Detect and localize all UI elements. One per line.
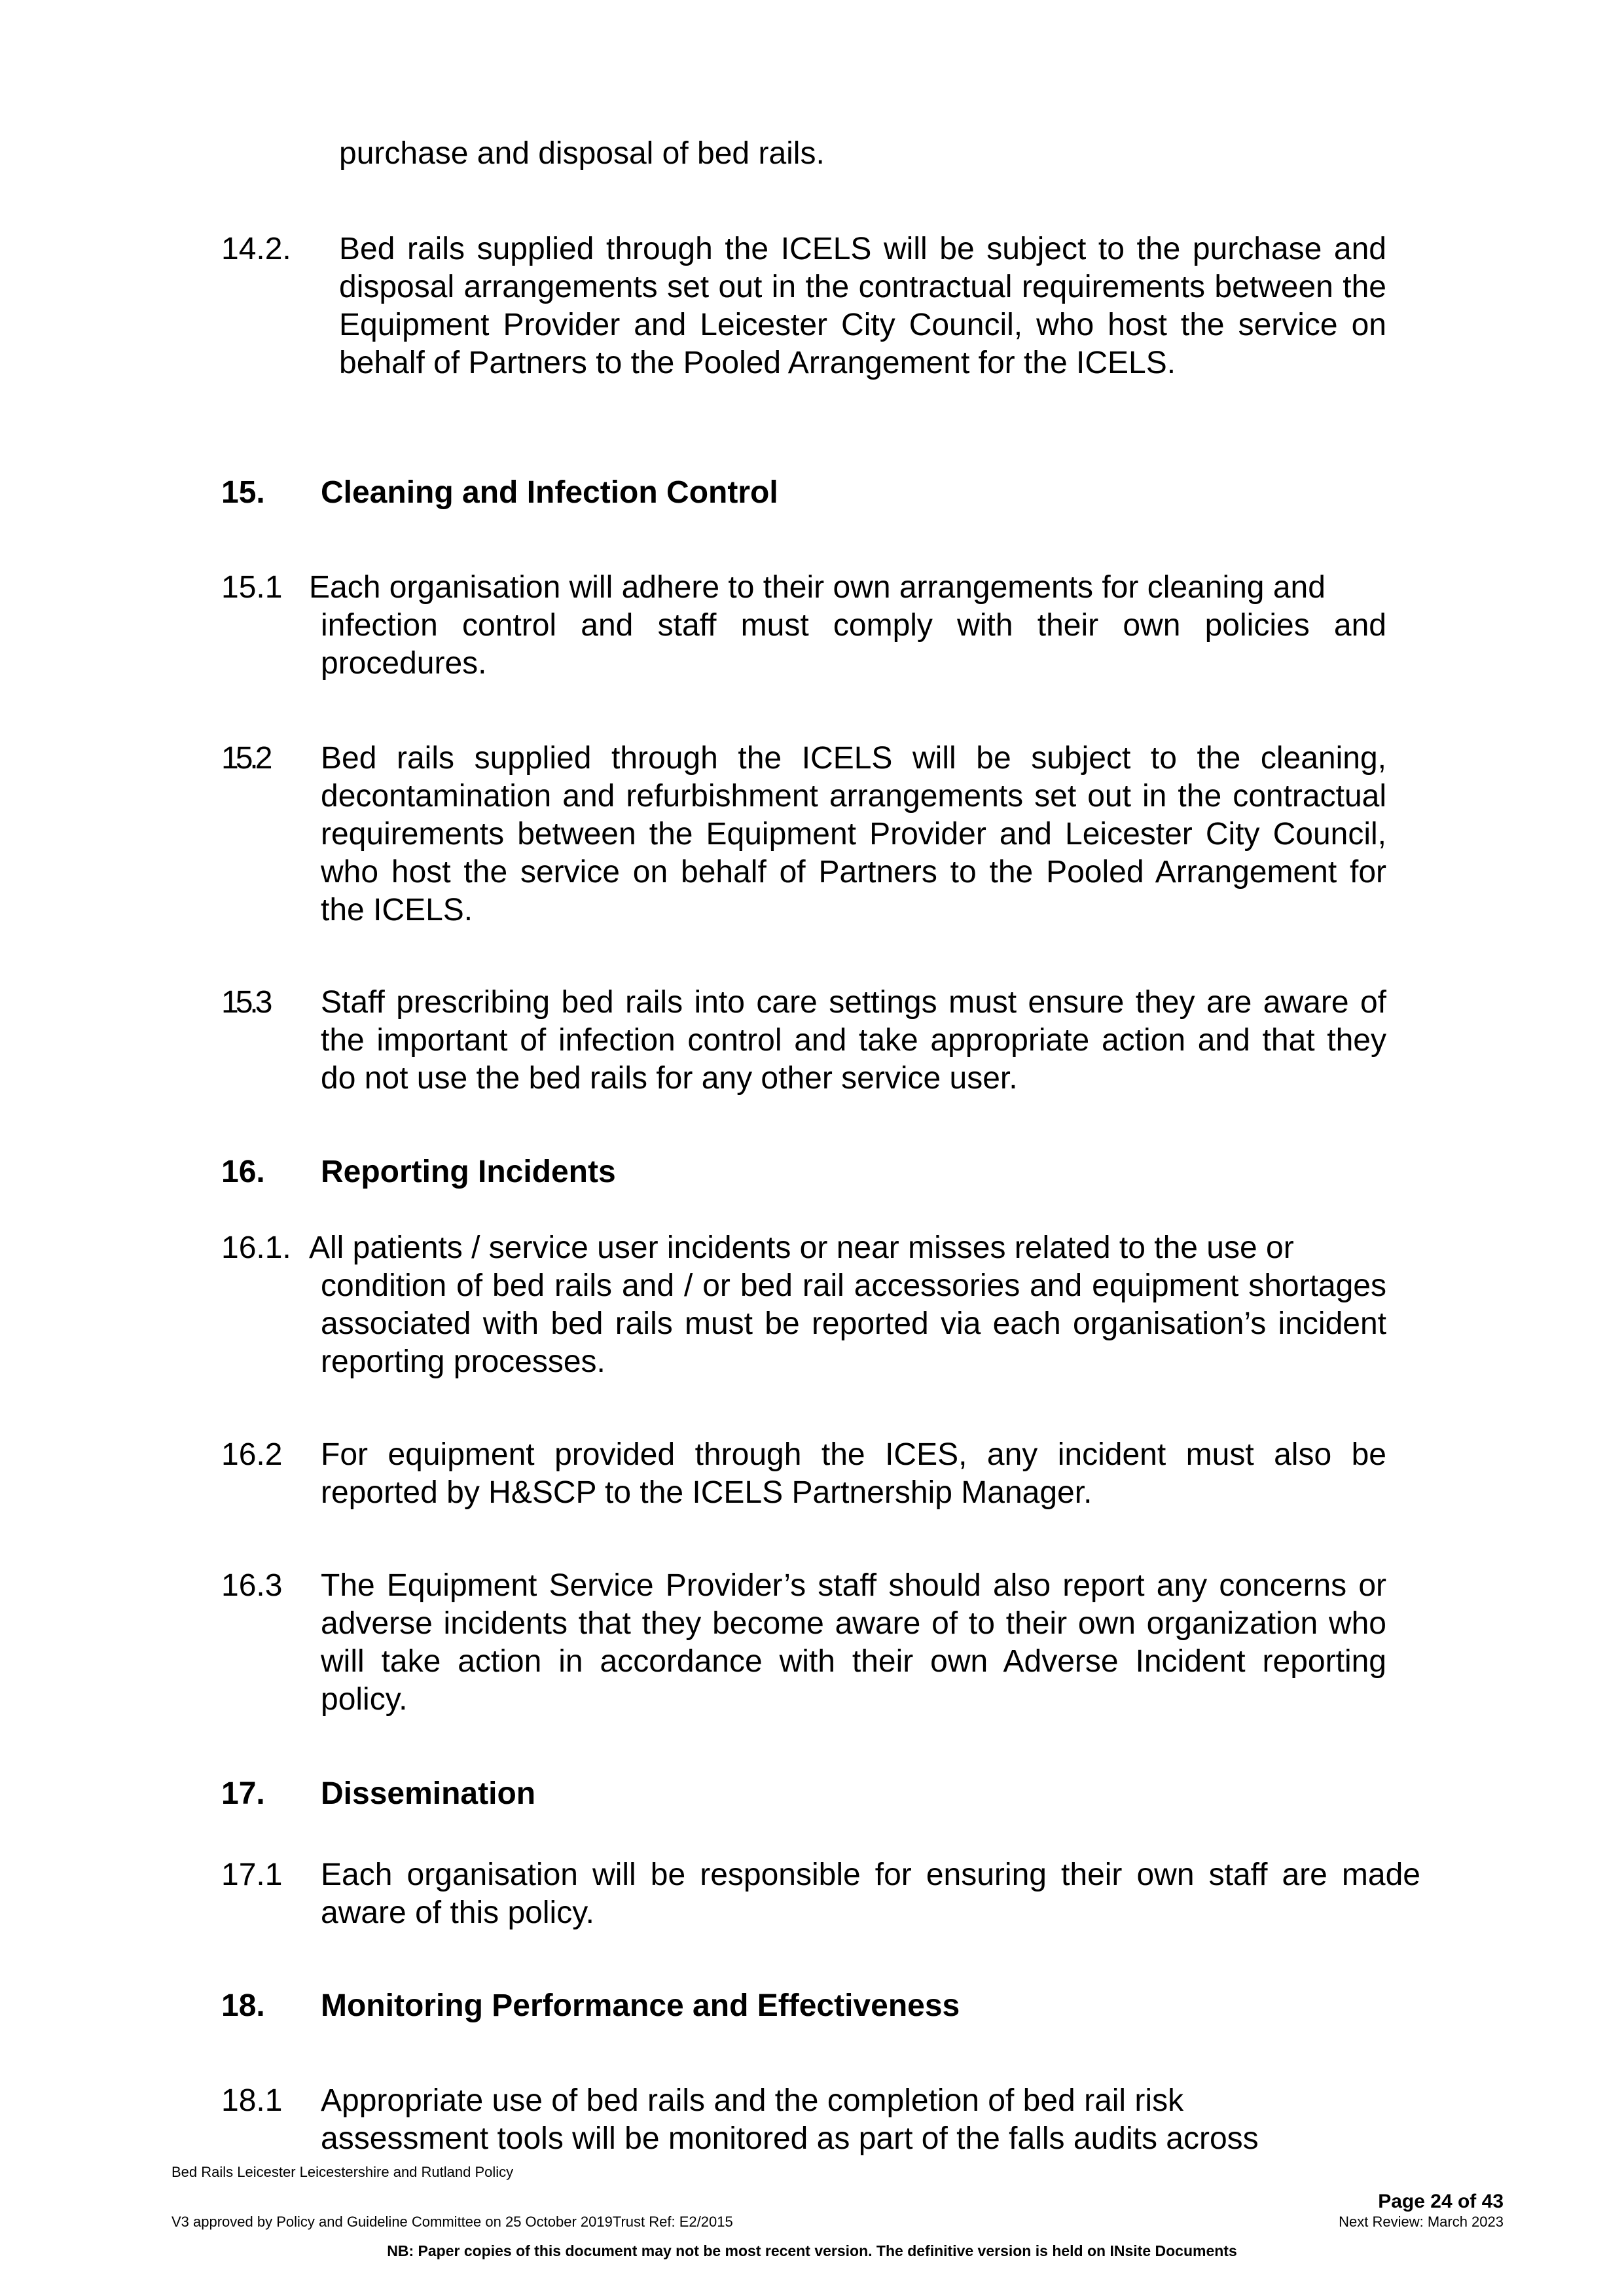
heading-15-title: Cleaning and Infection Control bbox=[321, 475, 778, 510]
heading-17-number: 17. bbox=[221, 1776, 265, 1811]
paragraph-16-1-rest: condition of bed rails and / or bed rail accessories and equipment shortages associated with bed rails must be reported via each organisation’s incident reporting processes. bbox=[321, 1268, 1386, 1379]
heading-17-title: Dissemination bbox=[321, 1776, 536, 1811]
section-number-16-2: 16.2 bbox=[221, 1437, 283, 1472]
heading-18-title: Monitoring Performance and Effectiveness bbox=[321, 1988, 960, 2023]
section-number-15-3: 15.3 bbox=[221, 985, 270, 1020]
paragraph-18-1-line-2: assessment tools will be monitored as part of the falls audits across bbox=[321, 2121, 1259, 2156]
paragraph-18-1-line-1: Appropriate use of bed rails and the completion of bed rail risk bbox=[321, 2083, 1184, 2118]
heading-18-number: 18. bbox=[221, 1988, 265, 2023]
footer-paper-copy-notice: NB: Paper copies of this document may not be most recent version. The definitive version is held on INsite Documents bbox=[387, 2242, 1237, 2259]
paragraph-15-1-first-line: Each organisation will adhere to their own arrangements for cleaning and bbox=[309, 570, 1326, 605]
paragraph-16-2: For equipment provided through the ICES, any incident must also be reported by H&SCP to the ICELS Partnership Manager. bbox=[321, 1437, 1386, 1510]
section-number-16-1: 16.1. bbox=[221, 1230, 291, 1265]
section-number-18-1: 18.1 bbox=[221, 2083, 283, 2118]
paragraph-16-3: The Equipment Service Provider’s staff should also report any concerns or adverse incidents that they become aware of to their own organization who will take action in accordance with their own Adverse Incident reporting policy. bbox=[321, 1568, 1386, 1717]
footer-page-number: Page 24 of 43 bbox=[1378, 2191, 1504, 2212]
section-number-16-3: 16.3 bbox=[221, 1568, 283, 1603]
paragraph-14-1-continuation: purchase and disposal of bed rails. bbox=[339, 136, 825, 171]
footer-policy-title: Bed Rails Leicester Leicestershire and Rutland Policy bbox=[171, 2164, 514, 2180]
heading-16-title: Reporting Incidents bbox=[321, 1155, 616, 1189]
paragraph-15-3: Staff prescribing bed rails into care settings must ensure they are aware of the important of infection control and take appropriate action and that they do not use the bed rails for any other service user. bbox=[321, 985, 1386, 1096]
section-number-17-1: 17.1 bbox=[221, 1857, 283, 1892]
paragraph-15-1-rest: infection control and staff must comply with their own policies and procedures. bbox=[321, 608, 1386, 681]
paragraph-15-2: Bed rails supplied through the ICELS will be subject to the cleaning, decontamination and refurbishment arrangements set out in the contractual requirements between the Equipment Provider and Leicester City Council, who host the service on behalf of Partners to the Pooled Arrangement for the ICELS. bbox=[321, 741, 1386, 927]
footer-next-review: Next Review: March 2023 bbox=[1339, 2214, 1504, 2230]
paragraph-14-2: Bed rails supplied through the ICELS will be subject to the purchase and disposal arrangements set out in the contractual requirements between the Equipment Provider and Leicester City Council, who host the service on behalf of Partners to the Pooled Arrangement for the ICELS. bbox=[339, 232, 1386, 380]
paragraph-17-1: Each organisation will be responsible for ensuring their own staff are made aware of this policy. bbox=[321, 1857, 1420, 1930]
section-number-15-1: 15.1 bbox=[221, 570, 283, 605]
paragraph-16-1-first-line: All patients / service user incidents or near misses related to the use or bbox=[309, 1230, 1294, 1265]
section-number-14-2: 14.2. bbox=[221, 232, 291, 266]
section-number-15-2: 15.2 bbox=[221, 741, 270, 776]
heading-15-number: 15. bbox=[221, 475, 265, 510]
footer-approval-note: V3 approved by Policy and Guideline Committee on 25 October 2019Trust Ref: E2/2015 bbox=[171, 2214, 733, 2230]
heading-16-number: 16. bbox=[221, 1155, 265, 1189]
